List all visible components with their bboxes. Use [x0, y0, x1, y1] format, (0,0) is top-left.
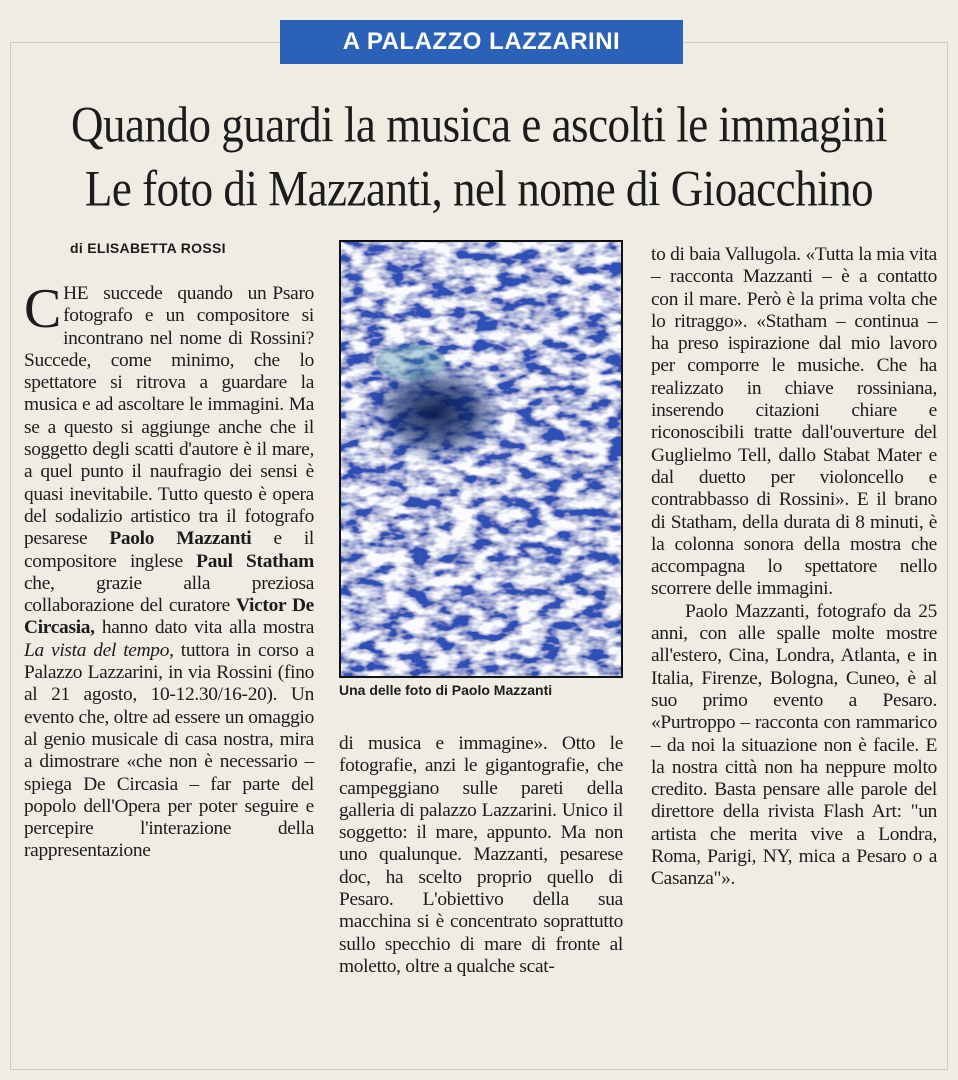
exhibition-title: La vista del tempo	[24, 639, 170, 661]
column-3	[651, 244, 937, 891]
person-name: Victor De Circasia,	[24, 595, 314, 639]
dateline-place: Psaro	[272, 283, 314, 304]
body-text: Paolo Mazzanti, fotografo da 25 anni, con alle spalle molte mostre all'estero, Cina, Londra, Atlanta, e in Italia, Firenze, Bologna, Cuneo, è al suo primo evento a Pesaro. «Purtroppo – racconta con rammarico – da noi la situazione non è facile. E la nostra città non ha neppure molto credito. Basta pensare alle parole del direttore della rivista Flash Art: "un artista che merita vive a Londra, Roma, Parigi, NY, mica a Pesaro o a Casanza"».	[651, 600, 937, 890]
column-2	[339, 733, 623, 978]
column-1	[24, 278, 314, 863]
body-text: HE succede quando un fotografo e un compositore si incontrano nel nome di Rossini? Succede, come minimo, che lo spettatore si ritrova a guardare la musica e ad ascoltare le immagini. Ma se a questo si aggiunge anche che il soggetto degli scatti d'autore è il mare, a quel punto il naufragio dei sensi è quasi inevitabile. Tutto questo è opera del sodalizio artistico tra il fotografo pesarese	[24, 283, 314, 550]
body-text: che, grazie alla preziosa collaborazione del curatore	[24, 572, 314, 617]
person-name: Paolo Mazzanti	[109, 528, 252, 550]
body-text: to di baia Vallugola. «Tutta la mia vita – racconta Mazzanti – è a contatto con il mare. Però è la prima volta che lo ritraggo». «Statham – continua – ha preso ispirazione dal mio lavoro per comporre le musiche. Che ha realizzato in chiave rossiniana, inserendo citazioni chiare e riconoscibili tratte dall'ouverture del Guglielmo Tell, dallo Stabat Mater e dal duetto per violoncello e contrabbasso di Rossini». E il brano di Statham, della durata di 8 minuti, è la colonna sonora della mostra che accompagna lo spettatore nello scorrere delle immagini.	[651, 244, 937, 600]
sea-photo	[339, 240, 623, 678]
body-text: e il compositore inglese	[24, 528, 314, 572]
headline-line-1: Quando guardi la musica e ascolti le immagini	[70, 96, 888, 153]
photo-caption: Una delle foto di Paolo Mazzanti	[339, 682, 553, 698]
body-text: di musica e immagine». Otto le fotografie, anzi le gigantografie, che campeggiano sulle pareti della galleria di palazzo Lazzarini. Unico il soggetto: il mare, appunto. Ma non uno qualunque. Mazzanti, pesarese doc, ha scelto proprio quello di Pesaro. L'obiettivo della sua macchina si è concentrato soprattutto sullo specchio di mare di fronte al moletto, oltre a qualche scat-	[339, 733, 623, 977]
sea-photo-image	[341, 242, 621, 676]
headline-line-2: Le foto di Mazzanti, nel nome di Gioacchino	[84, 160, 874, 217]
body-text: , tuttora in corso a Palazzo Lazzarini, in via Rossini (fino al 21 agosto, 10-12.30/16-20). Un evento che, oltre ad essere un omaggio al genio musicale di casa nostra, mira a dimostrare «che non è necessario – spiega De Circasia – far parte del popolo dell'Opera per poter seguire e percepire l'interazione della rappresentazione	[24, 639, 314, 862]
person-name: Paul Statham	[196, 550, 314, 572]
byline: di ELISABETTA ROSSI	[70, 240, 226, 256]
drop-cap: C	[24, 278, 62, 340]
section-kicker: A PALAZZO LAZZARINI	[280, 20, 683, 64]
body-text: hanno dato vita alla mostra	[94, 617, 314, 639]
